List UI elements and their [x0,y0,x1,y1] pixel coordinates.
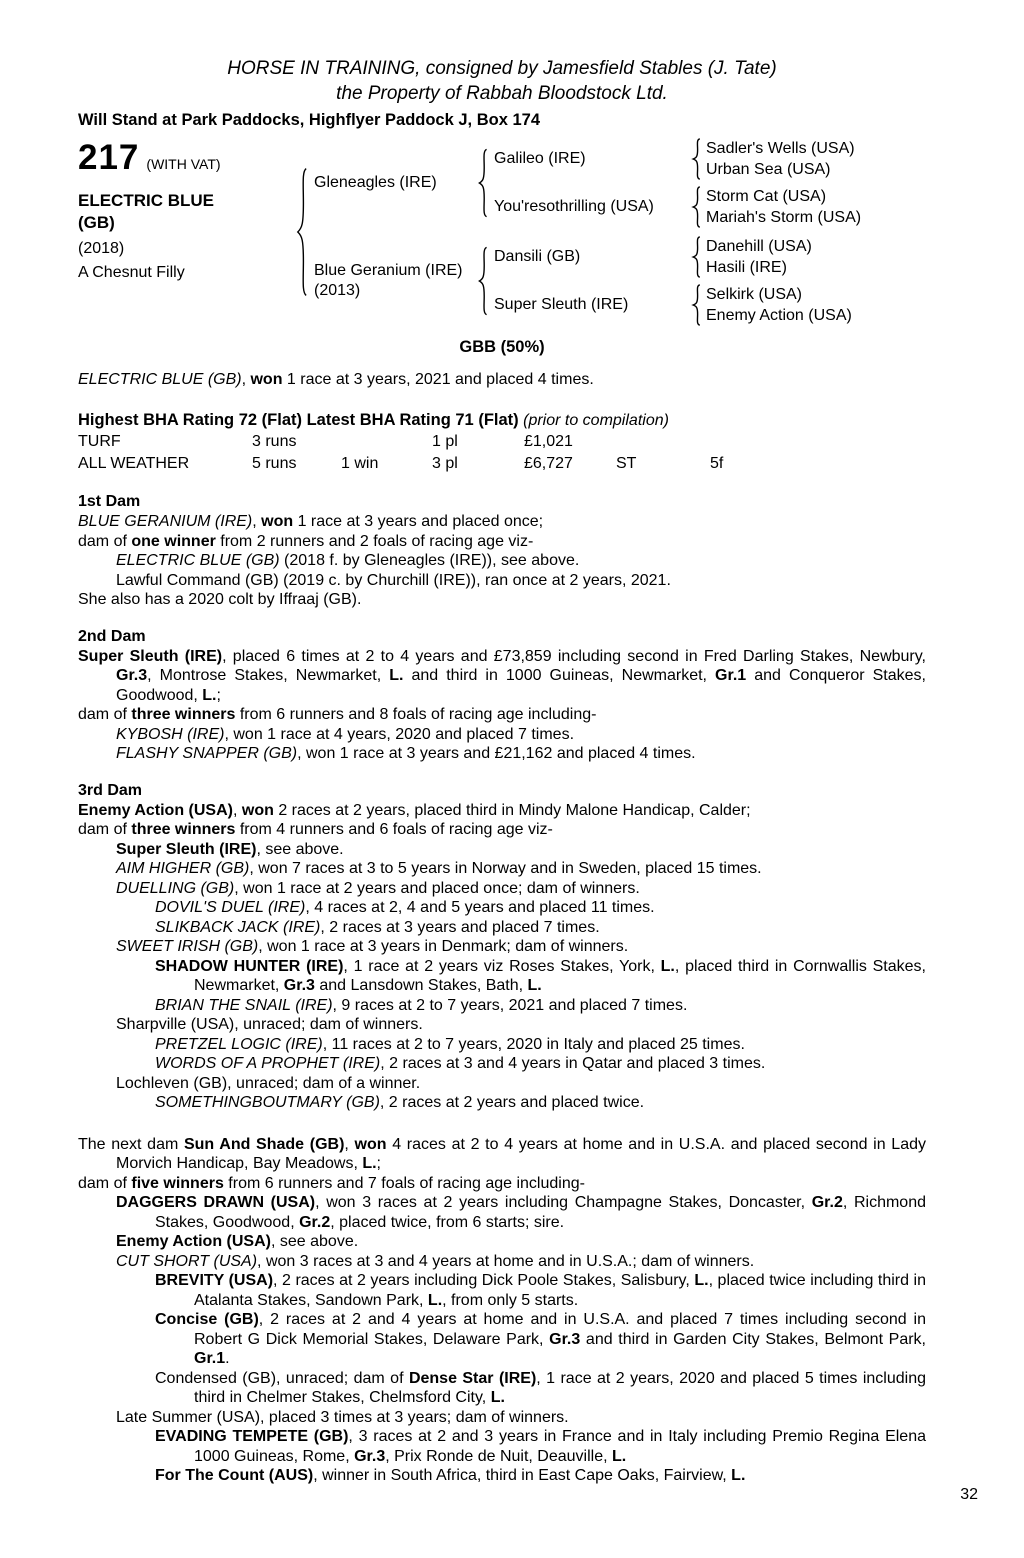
text-line [78,1135,926,1174]
text-segment: Gr.2 [299,1213,331,1231]
stats-cell: 3 runs [252,433,297,450]
text-segment: , [232,801,242,819]
pedigree-brace-icon [686,236,706,278]
text-segment: , Montrose Stakes, Newmarket, [147,667,390,684]
stats-cell: 1 pl [432,433,458,450]
stats-cell: ALL WEATHER [78,455,190,472]
text-line [78,1054,926,1074]
text-line [78,898,926,918]
lot-line [78,140,290,176]
pedigree-brace-icon [686,138,706,180]
text-segment: , won 1 race at 3 years in Denmark; dam of winners. [258,938,629,955]
pedigree-brace-icon [290,138,314,326]
pedigree-table [78,138,926,326]
pedigree-parent-row [314,236,926,326]
text-segment: Sharpville (USA), unraced; dam of winners. [116,1016,423,1033]
great-grandparent-name: Mariah's Storm (USA) [706,209,862,226]
race-stats [78,431,926,475]
grandparents-column [494,236,926,326]
text-segment: EVADING TEMPETE (GB) [155,1428,349,1445]
text-line [78,532,926,552]
horse-details [78,190,290,284]
text-line [78,1074,926,1094]
great-grandparents [706,186,926,228]
text-segment: BLUE GERANIUM (IRE) [78,513,253,530]
text-segment: AIM HIGHER (GB) [116,860,250,877]
pedigree-brace-icon [686,186,706,228]
text-segment: FLASHY SNAPPER (GB) [116,745,298,762]
text-segment: , 2 races at 3 years and placed 7 times. [320,918,600,936]
text-segment: DUELLING (GB) [116,879,235,897]
text-segment: , placed third in Cornwallis Stakes, Newmarket, [194,957,926,994]
text-segment: DOVIL'S DUEL (IRE) [155,899,306,916]
text-segment: dam of [78,821,132,838]
section-heading: 2nd Dam [78,627,146,645]
text-segment: , 2 races at 2 and 4 years at home and in U.S.A. and placed 7 times including second in Robert G Dick Memorial Stakes, Delaware Park, [194,1311,927,1348]
text-segment: Concise (GB) [155,1311,259,1328]
text-line [78,1310,926,1369]
stats-cell: £1,021 [524,433,573,450]
text-segment: one winner [131,532,216,550]
text-segment: L. [202,686,217,704]
text-segment: For The Count (AUS) [155,1467,314,1484]
dam-section [78,627,926,764]
text-segment: Gr.3 [549,1330,581,1348]
text-segment: , won 1 race at 2 years and placed once; dam of winners. [234,879,640,897]
text-segment: , 2 races at 2 years including Dick Poole Stakes, Salisbury, [273,1272,695,1289]
text-segment: L. [731,1467,746,1484]
text-segment: Gr.3 [283,977,315,994]
text-segment: ; [216,686,221,704]
text-segment: ELECTRIC BLUE (GB) [78,371,242,388]
bha-rating-line [78,410,926,431]
text-segment: , 1 race at 2 years viz Roses Stakes, York, [343,957,661,975]
text-segment: L. [660,957,675,975]
text-segment: , won 1 race at 4 years, 2020 and placed 7 times. [224,725,575,743]
text-segment: won [354,1135,387,1153]
horse-description: A Chesnut Filly [78,264,185,281]
parent-year: (2013) [314,282,361,299]
great-grandparents [706,284,926,326]
stats-row [78,453,926,475]
text-line [78,1427,926,1466]
text-segment: Lawful Command (GB) (2019 c. by Churchill (IRE)), ran once at 2 years, 2021. [116,571,671,589]
great-grandparents [706,138,926,180]
parent-name: Blue Geranium (IRE) [314,262,463,279]
text-segment: , Richmond Stakes, Goodwood, [155,1194,926,1231]
horse-name: ELECTRIC BLUE (GB) [78,191,214,232]
stats-cell: TURF [78,433,121,450]
text-line [78,859,926,879]
catalogue-sections [78,492,926,1486]
text-segment: Condensed (GB), unraced; dam of [155,1369,409,1387]
section-heading: 1st Dam [78,493,141,510]
pedigree-parent-row [314,138,926,228]
stats-cell: 5 runs [252,455,297,472]
horse-birth-year: (2018) [78,240,125,257]
text-segment: L. [389,667,404,684]
text-segment: won [261,513,294,530]
text-line [78,705,926,725]
text-segment: won [250,371,283,388]
great-grandparent-name: Sadler's Wells (USA) [706,140,855,157]
text-segment: WORDS OF A PROPHET (IRE) [155,1055,381,1072]
parent-name-cell [314,261,472,301]
grandparent-row [494,138,926,180]
text-line [78,937,926,957]
text-segment: L. [527,977,542,994]
text-segment: three winners [131,821,236,838]
text-segment: , Prix Ronde de Nuit, Deauville, [385,1447,613,1465]
text-segment: and Lansdown Stakes, Bath, [314,977,528,994]
pedigree-brace-icon [472,148,494,218]
rating-text: Highest BHA Rating 72 (Flat) Latest BHA Rating 71 (Flat) [78,411,519,429]
rating-note: (prior to compilation) [523,412,669,429]
vat-note: (WITH VAT) [146,156,221,172]
text-line [78,1232,926,1252]
text-segment: PRETZEL LOGIC (IRE) [155,1035,323,1053]
grandparent-name: Galileo (IRE) [494,150,586,167]
text-segment: SWEET IRISH (GB) [116,938,259,955]
text-segment: Gr.3 [354,1447,386,1465]
text-segment: (2018 f. by Gleneagles (IRE)), see above. [279,552,580,569]
grandparent-row [494,186,926,228]
great-grandparents [706,236,926,278]
great-grandparent-name: Enemy Action (USA) [706,307,852,324]
text-line [78,996,926,1016]
text-line [78,512,926,532]
owner-line: the Property of Rabbah Bloodstock Ltd. [336,83,668,104]
text-segment: , 3 races at 2 and 3 years in France and in Italy including Premio Regina Elena 1000 Guineas, Rome, [194,1428,926,1465]
text-segment: , won 3 races at 3 and 4 years at home and in U.S.A.; dam of winners. [257,1252,755,1270]
text-segment: L. [427,1291,443,1309]
stand-location-line: Will Stand at Park Paddocks, Highflyer Paddock J, Box 174 [78,111,540,129]
great-grandparent-name: Storm Cat (USA) [706,188,827,205]
text-line [78,1015,926,1035]
text-segment: won [241,801,274,819]
text-line [78,840,926,860]
parent-name-cell [314,173,472,193]
text-segment: , from only 5 starts. [442,1291,579,1309]
text-line [78,551,926,571]
great-grandparent-name: Urban Sea (USA) [706,161,831,178]
text-line [78,725,926,745]
text-line [78,957,926,996]
text-line [78,1252,926,1272]
text-line [78,571,926,591]
text-line [78,744,926,764]
text-segment: SHADOW HUNTER (IRE) [155,957,344,975]
text-line [78,590,926,610]
pedigree-brace-icon [472,246,494,316]
text-segment: 1 race at 3 years and placed once; [293,513,544,530]
text-segment: , placed twice, from 6 starts; sire. [330,1213,565,1231]
text-segment: from 4 runners and 6 foals of racing age viz- [235,821,553,838]
text-segment: 4 races at 2 to 4 years at home and in U.S.A. and placed second in Lady Morvich Handicap, Bay Meadows, [116,1135,926,1172]
text-segment: , 2 races at 3 and 4 years in Qatar and placed 3 times. [380,1055,766,1072]
text-segment: Super Sleuth (IRE) [78,647,223,665]
great-grandparent-name: Danehill (USA) [706,238,812,255]
dam-section [78,492,926,610]
lot-and-horse [78,138,290,326]
pedigree-brace-icon [686,284,706,326]
text-segment: Enemy Action (USA) [116,1233,271,1250]
text-segment: , [241,371,251,388]
text-segment: dam of [78,532,132,550]
text-line [78,1408,926,1428]
text-segment: BREVITY (USA) [155,1272,274,1289]
text-segment: three winners [131,706,236,723]
text-segment: She also has a 2020 colt by Iffraaj (GB). [78,591,362,608]
consignor-line: HORSE IN TRAINING, consigned by Jamesfield Stables (J. Tate) [227,58,777,79]
text-segment: , winner in South Africa, third in East Cape Oaks, Fairview, [313,1467,732,1484]
grandparent-name: Super Sleuth (IRE) [494,296,629,313]
text-segment: from 2 runners and 2 foals of racing age viz- [215,532,534,550]
text-segment: SOMETHINGBOUTMARY (GB) [155,1094,380,1111]
text-line [78,1174,926,1194]
text-segment: and third in 1000 Guineas, Newmarket, [403,667,716,684]
stats-cell [710,431,926,453]
text-segment: , 1 race at 2 years, 2020 and placed 5 times including third in Chelmer Stakes, Chelmsford City, [194,1369,926,1406]
text-segment: L. [694,1272,709,1289]
text-segment: Gr.1 [194,1350,226,1367]
text-segment: The next dam [78,1135,184,1153]
text-segment: 1 race at 3 years, 2021 and placed 4 times. [282,371,594,388]
text-segment: , placed twice including third in Atalanta Stakes, Sandown Park, [194,1272,927,1309]
parent-name: Gleneagles (IRE) [314,174,437,191]
text-segment: L. [490,1389,505,1406]
text-segment: , won 1 race at 3 years and £21,162 and placed 4 times. [297,745,696,762]
grandparents-column [494,138,926,228]
text-line [78,820,926,840]
section-heading: 3rd Dam [78,781,143,799]
stats-cell: £6,727 [524,455,573,472]
text-line [78,647,926,706]
great-grandparent-name: Hasili (IRE) [706,259,787,276]
text-segment: CUT SHORT (USA) [116,1252,258,1270]
stats-cell: 1 win [341,455,379,472]
grandparent-name: Dansili (GB) [494,248,581,265]
text-segment: and Conqueror Stakes, Goodwood, [116,667,926,704]
stats-cell: 5f [710,455,724,472]
text-segment: Super Sleuth (IRE) [116,840,257,858]
race-summary [78,370,926,390]
great-grandparent-name: Selkirk (USA) [706,286,803,303]
text-segment: SLIKBACK JACK (IRE) [155,918,321,936]
text-line [78,1035,926,1055]
text-segment: Gr.3 [116,667,148,684]
gbb-label: GBB (50%) [459,338,545,356]
text-segment: Gr.1 [715,667,747,684]
stats-cell [341,431,432,453]
dam-section [78,1135,926,1486]
text-line [78,1093,926,1113]
text-segment: , see above. [256,840,344,858]
text-line [78,801,926,821]
grandparent-row [494,284,926,326]
text-segment: , 9 races at 2 to 7 years, 2021 and placed 7 times. [332,996,688,1014]
text-segment: and third in Garden City Stakes, Belmont Park, [580,1330,926,1348]
stats-cell: ST [616,455,637,472]
text-segment: , placed 6 times at 2 to 4 years and £73,859 including second in Fred Darling Stakes, Newbury, [222,647,927,665]
text-segment: Enemy Action (USA) [78,801,233,819]
text-segment: KYBOSH (IRE) [116,725,225,743]
text-segment: dam of [78,706,132,723]
stats-row [78,431,926,453]
text-segment: from 6 runners and 8 foals of racing age including- [235,706,597,723]
stats-cell: 3 pl [432,455,458,472]
text-segment: Dense Star (IRE) [408,1369,537,1387]
grandparent-name: You'resothrilling (USA) [494,198,654,215]
text-segment: Gr.2 [811,1194,843,1211]
text-segment: , won 3 races at 2 years including Champagne Stakes, Doncaster, [315,1194,812,1211]
grandparent-row [494,236,926,278]
text-segment: , [252,513,262,530]
text-segment: from 6 runners and 7 foals of racing age including- [223,1174,585,1192]
page-number: 32 [960,1486,978,1503]
text-segment: Lochleven (GB), unraced; dam of a winner. [116,1074,421,1092]
pedigree-parents [314,138,926,326]
text-segment: , [344,1135,355,1153]
text-segment: ; [376,1155,381,1172]
text-segment: , won 7 races at 3 to 5 years in Norway and in Sweden, placed 15 times. [249,860,762,877]
text-line [78,879,926,899]
text-line [78,918,926,938]
dam-section [78,781,926,1113]
text-line [78,1271,926,1310]
text-line [78,1369,926,1408]
text-segment: 2 races at 2 years, placed third in Mindy Malone Handicap, Calder; [273,801,751,819]
text-segment: , 4 races at 2, 4 and 5 years and placed 11 times. [305,899,655,916]
text-segment: dam of [78,1174,132,1192]
text-segment: Late Summer (USA), placed 3 times at 3 years; dam of winners. [116,1408,569,1426]
text-segment: , 2 races at 2 years and placed twice. [379,1094,645,1111]
text-segment: Sun And Shade (GB) [183,1135,345,1153]
text-segment: DAGGERS DRAWN (USA) [116,1194,316,1211]
text-segment: , see above. [270,1233,359,1250]
text-segment: BRIAN THE SNAIL (IRE) [155,996,333,1014]
lot-number: 217 [78,138,140,177]
text-line [78,1193,926,1232]
text-segment: ELECTRIC BLUE (GB) [116,552,280,569]
text-line [78,1466,926,1486]
text-segment: . [225,1350,230,1367]
text-segment: five winners [131,1174,224,1192]
text-segment: , 11 races at 2 to 7 years, 2020 in Italy and placed 25 times. [322,1035,745,1053]
stats-cell [616,431,710,453]
text-segment: L. [362,1155,377,1172]
text-segment: L. [612,1447,627,1465]
page-header [78,56,926,106]
